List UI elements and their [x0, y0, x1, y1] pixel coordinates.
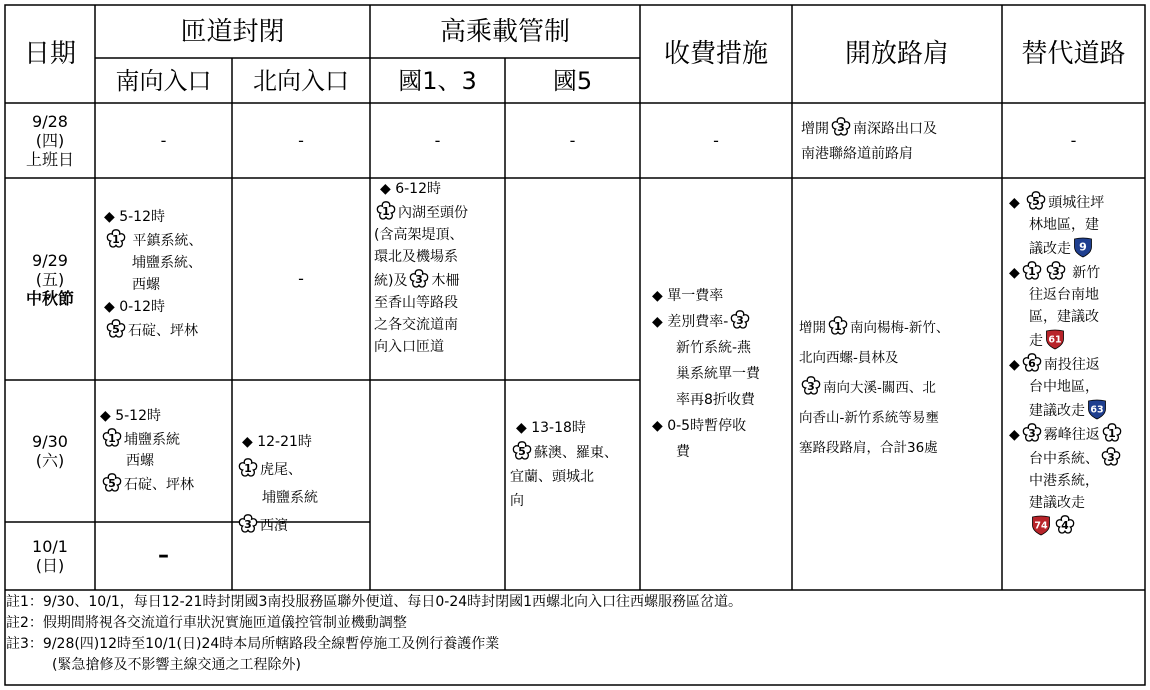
header-hov: 高乘載管制	[439, 16, 570, 47]
r1-north: -	[298, 130, 304, 150]
national-5-icon	[105, 318, 127, 340]
svg-text:3: 3	[1051, 265, 1060, 279]
header-ramp-closure: 匝道封閉	[180, 16, 285, 47]
date-0928: 9/28 (四) 上班日	[25, 112, 74, 169]
r4-south: –	[158, 543, 169, 568]
svg-text:3: 3	[1027, 427, 1036, 441]
date-0929: 9/29 (五) 中秋節	[25, 250, 74, 308]
svg-text:63: 63	[1090, 404, 1104, 416]
svg-text:1: 1	[1027, 265, 1036, 279]
provincial-63-icon	[1086, 398, 1108, 420]
r2-nat13: ◆ 6-12時 1 內湖至頭份 (含高架堤頂、 環北及機場系 統)及 3 木柵 至香山等路段 之各交流道南 向入口匝道	[374, 181, 468, 355]
svg-text:1: 1	[112, 233, 120, 247]
national-6-icon	[1021, 352, 1043, 374]
national-3-icon	[237, 513, 259, 535]
r1-nat13: -	[434, 130, 441, 150]
shoulder-merged: 增開 1 南向楊梅-新竹、 北向西螺-員林及 3 南向大溪-關西、北 向香山-新竹系統等易壅 塞路段路肩，合計36處	[799, 313, 1002, 463]
national-5-icon	[1025, 190, 1047, 212]
national-1-icon	[1101, 422, 1123, 444]
note-3: 註3：9/28(四)12時至10/1(日)24時本局所轄路段全線暫停施工及例行養護作業	[6, 636, 500, 652]
r2-north: -	[298, 269, 304, 288]
r1-shoulder: 增開 3 南深路出口及 南港聯絡道前路肩	[801, 116, 1001, 176]
r1-alternate: -	[1070, 130, 1077, 150]
r3-nat5: ◆ 13-18時 5 蘇澳、羅東、 宜蘭、頭城北 向	[510, 420, 618, 509]
provincial-61-icon	[1044, 328, 1066, 350]
header-north-entrance: 北向入口	[253, 66, 349, 95]
provincial-9-icon	[1072, 236, 1094, 258]
r2-south: ◆ 5-12時 1 平鎮系統、 埔鹽系統、 西螺 ◆ 0-12時 5 石碇、坪林	[104, 209, 203, 339]
national-5-icon	[101, 472, 123, 494]
r1-toll: -	[713, 130, 719, 150]
national-1-icon	[105, 228, 127, 250]
national-1-icon	[827, 315, 849, 337]
header-south-entrance: 南向入口	[115, 66, 212, 95]
date-0930: 9/30 (六)	[32, 432, 68, 470]
svg-text:3: 3	[837, 121, 845, 135]
header-alternate: 替代道路	[1021, 39, 1126, 69]
r1-nat5: -	[569, 130, 576, 150]
header-date: 日期	[23, 39, 76, 69]
svg-text:5: 5	[1032, 195, 1041, 209]
footnotes	[6, 592, 1144, 676]
note-3-sub: (緊急搶修及不影響主線交通之工程除外)	[52, 657, 301, 673]
svg-text:3: 3	[807, 380, 815, 394]
svg-text:3: 3	[415, 273, 424, 287]
svg-text:5: 5	[108, 477, 116, 491]
national-3-icon	[1100, 446, 1122, 468]
national-3-icon	[800, 375, 822, 397]
svg-text:9: 9	[1079, 240, 1087, 254]
national-1-icon	[237, 457, 259, 479]
r3-south: ◆ 5-12時 1 埔鹽系統 西螺 5 石碇、坪林	[100, 408, 194, 493]
national-1-icon	[375, 200, 397, 222]
svg-text:1: 1	[244, 462, 252, 476]
national-3-icon	[1021, 422, 1043, 444]
national-5-icon	[511, 440, 533, 462]
svg-text:6: 6	[1027, 357, 1036, 371]
svg-text:3: 3	[244, 518, 252, 532]
note-2: 註2：假期間將視各交流道行車狀況實施匝道儀控管制並機動調整	[6, 615, 407, 631]
svg-text:3: 3	[736, 314, 745, 328]
national-1-icon	[1021, 260, 1043, 282]
header-toll: 收費措施	[663, 39, 768, 69]
header-shoulder: 開放路肩	[844, 39, 949, 69]
national-3-icon	[729, 309, 751, 331]
note-1: 註1：9/30、10/1，每日12-21時封閉國3南投服務區聯外便道、每日0-24時封閉國1西螺北向入口往西螺服務區岔道。	[6, 594, 743, 610]
svg-text:1: 1	[108, 432, 116, 446]
svg-text:3: 3	[1107, 451, 1115, 465]
header-nat5: 國5	[552, 66, 593, 95]
national-3-icon	[1045, 260, 1067, 282]
svg-text:1: 1	[382, 205, 390, 219]
r1-south: -	[160, 130, 167, 150]
date-1001: 10/1 (日)	[32, 537, 68, 575]
r3-north: ◆ 12-21時 1 虎尾、 埔鹽系統 3 西濱	[236, 428, 370, 540]
svg-text:1: 1	[834, 320, 842, 334]
svg-text:74: 74	[1034, 520, 1048, 532]
svg-text:5: 5	[518, 445, 526, 459]
svg-text:4: 4	[1061, 519, 1069, 533]
provincial-74-icon	[1030, 514, 1052, 536]
national-4-icon	[1054, 514, 1076, 536]
svg-text:61: 61	[1048, 334, 1062, 346]
toll-merged: ◆ 單一費率 ◆ 差別費率- 3 新竹系統-燕 巢系統單一費 率再8折收費 ◆ 0-5時暫停收 費	[652, 288, 760, 460]
svg-text:5: 5	[112, 323, 120, 337]
national-1-icon	[101, 427, 123, 449]
alternate-merged: ◆ 5 頭城往坪 林地區，建 議改走 9 ◆ 1 3 新竹 往返台南地 區，建議改 走 61 ◆ 6 南投往返 台中地區， 建議改走 63 ◆ 3 霧峰往返 1 台中系統、 3 中港系統， 建議改走 74 4	[1009, 190, 1145, 538]
national-3-icon	[408, 268, 430, 290]
svg-text:1: 1	[1107, 427, 1116, 441]
national-3-icon	[830, 116, 852, 138]
header-nat13: 國1、3	[398, 66, 477, 95]
